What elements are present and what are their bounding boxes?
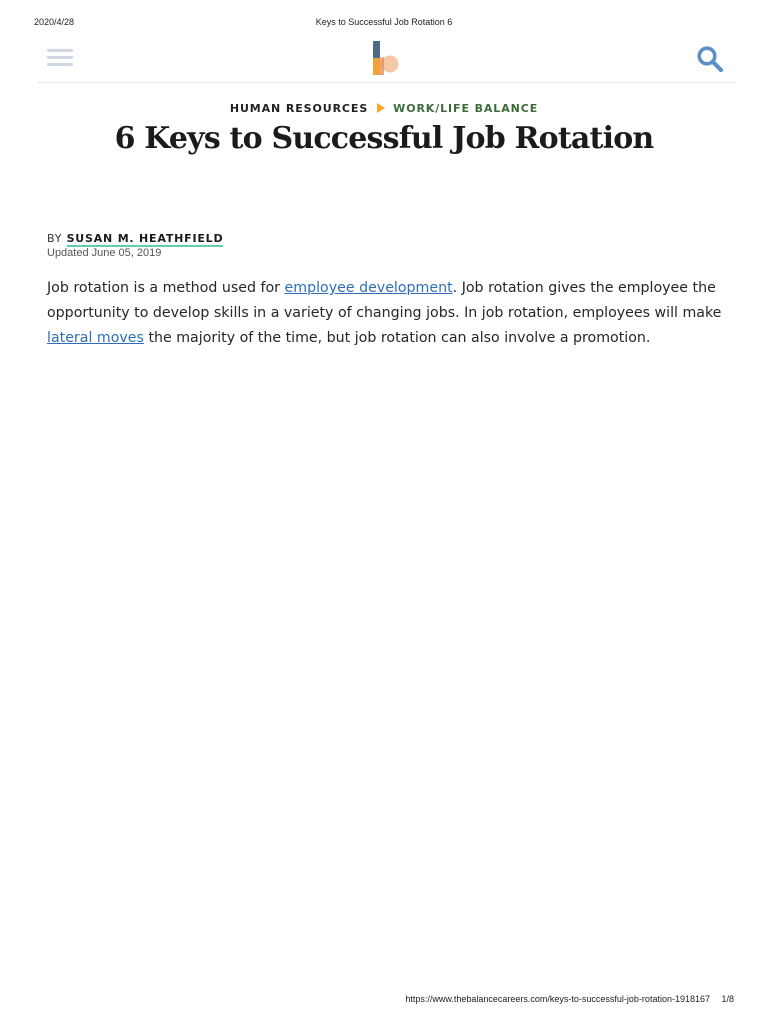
print-page-number: 1/8 [721, 994, 734, 1004]
byline-prefix: BY [47, 232, 63, 245]
triangle-right-icon [377, 103, 385, 113]
search-icon[interactable] [696, 45, 724, 73]
article-paragraph [47, 276, 727, 351]
print-date: 2020/4/28 [34, 17, 75, 27]
breadcrumb [0, 102, 768, 115]
print-header [0, 17, 768, 31]
article-title: 6 Keys to Successful Job Rotation [114, 121, 654, 156]
hamburger-menu-icon[interactable] [47, 48, 73, 68]
site-header [37, 40, 734, 83]
print-url: https://www.thebalancecareers.com/keys-to-successful-job-rotation-1918167 [405, 994, 710, 1004]
paragraph-text: the majority of the time, but job rotation can also involve a promotion. [143, 330, 651, 346]
paragraph-text: . Job rotation gives the employee the opportunity to develop skills in a variety of changing jobs. In job rotation, employees will make [47, 280, 722, 321]
breadcrumb-human-resources[interactable]: HUMAN RESOURCES [229, 102, 369, 115]
employee-development-link[interactable]: employee development [284, 280, 453, 296]
the-balance-logo-icon[interactable] [370, 41, 400, 75]
author-link[interactable]: SUSAN M. HEATHFIELD [66, 232, 224, 245]
print-page-title: Keys to Successful Job Rotation 6 [315, 17, 453, 27]
byline [47, 232, 223, 245]
updated-date: Updated June 05, 2019 [47, 247, 162, 259]
breadcrumb-work-life-balance[interactable]: WORK/LIFE BALANCE [393, 102, 539, 115]
lateral-moves-link[interactable]: lateral moves [47, 330, 144, 346]
paragraph-text: Job rotation is a method used for [47, 280, 285, 296]
